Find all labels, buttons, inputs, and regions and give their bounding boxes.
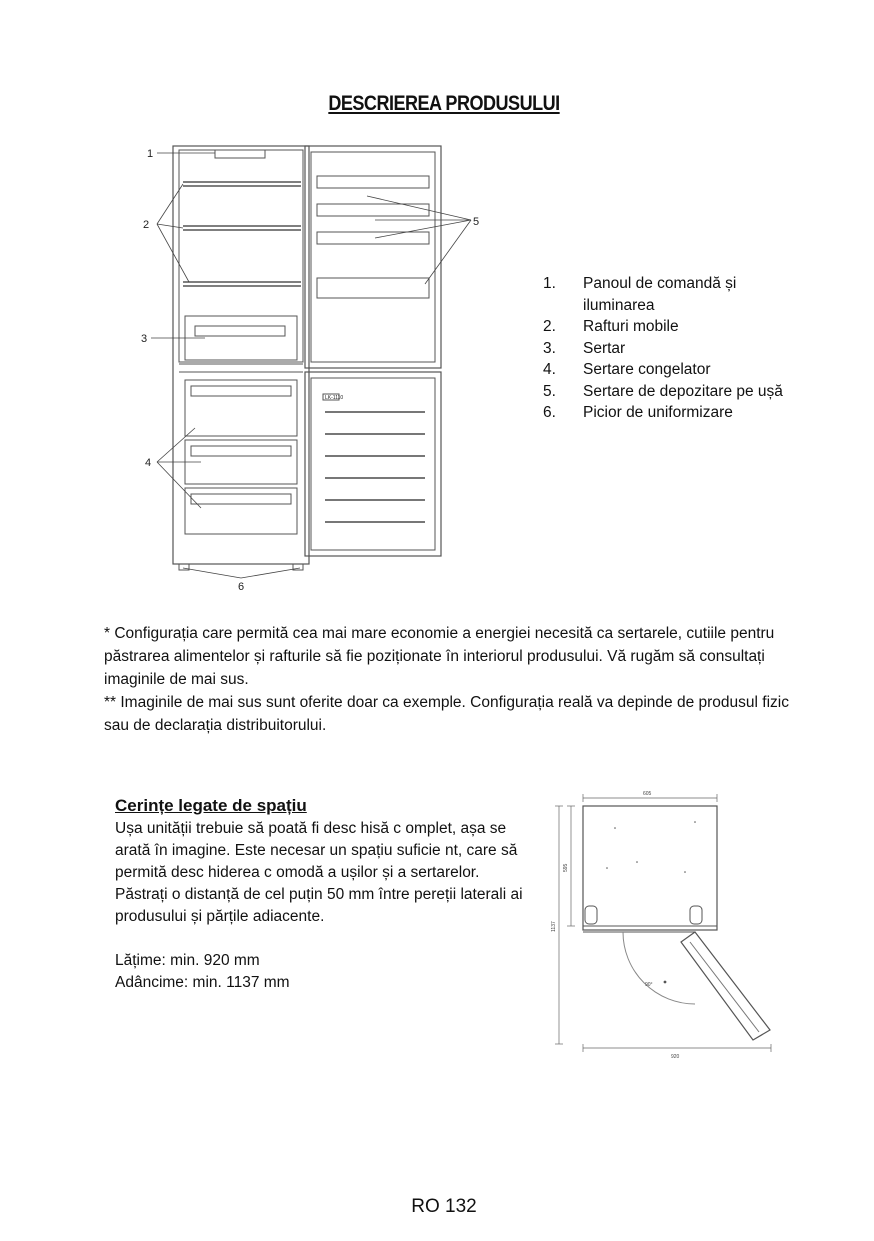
legend-list <box>543 273 783 424</box>
legend-number: 2. <box>543 318 556 335</box>
swing-arc <box>623 932 695 1004</box>
callout-2: 2 <box>143 219 150 231</box>
dimension-height: 1137 <box>551 921 557 932</box>
page-number: RO 132 <box>411 1196 477 1217</box>
space-requirements <box>115 818 525 994</box>
legend-item <box>543 338 783 360</box>
freezer-drawers <box>185 380 297 534</box>
legend-number: 1. <box>543 275 556 292</box>
callout-6: 6 <box>238 581 245 593</box>
legend-text: Picior de uniformizare <box>583 404 733 421</box>
note-energy: * Configurația care permită cea mai mare economie a energiei necesită ca sertarele, cutiile pentru păstrarea alimentelor și rafturile să fie poziționate în interiorul produsului. Vă rugăm să consultați imaginile de mai sus. <box>104 625 775 688</box>
space-description: Ușa unității trebuie să poată fi desc hisă c omplet, așa se arată în imagine. Este necesar un spațiu suficie nt, care să permită desc hiderea c omodă a ușilor și a sertarelor. Păstrați o distanță de cel puțin 50 mm între pereții laterali ai produsului și părțile adiacente. <box>115 820 523 925</box>
section-heading: Cerințe legate de spațiu <box>115 796 307 815</box>
cabinet-outline <box>173 146 309 564</box>
page-title: DESCRIEREA PRODUSULUI <box>328 92 560 115</box>
legend-number: 4. <box>543 361 556 378</box>
control-panel <box>215 150 265 158</box>
legend-item <box>543 402 783 424</box>
legend-number: 5. <box>543 382 556 400</box>
legend-item <box>543 316 783 338</box>
callout-5: 5 <box>473 216 480 228</box>
legend-text: Sertare de depozitare pe ușă <box>583 382 783 400</box>
min-width: Lățime: min. 920 mm <box>115 952 260 969</box>
fridge-door <box>305 146 441 368</box>
fridge-top-view <box>583 806 717 930</box>
legend-item <box>543 381 783 403</box>
note-images: ** Imaginile de mai sus sunt oferite doar ca exemple. Configurația reală va depinde de produsul fizic sau de declarația distribuitorului. <box>104 694 789 734</box>
door-clearance-diagram <box>545 782 780 1067</box>
legend-text: Sertar <box>583 339 626 357</box>
callout-4: 4 <box>145 457 152 469</box>
door-bins <box>317 176 429 298</box>
min-depth: Adâncime: min. 1137 mm <box>115 974 290 991</box>
door-label: LK-1110 <box>325 395 344 401</box>
dimension-bottom: 920 <box>671 1054 680 1060</box>
legend-number: 6. <box>543 404 556 421</box>
legend-text: Sertare congelator <box>583 361 711 378</box>
dimension-angle: 90° <box>645 982 653 988</box>
fridge-diagram <box>135 128 515 603</box>
dimension-top: 605 <box>643 791 652 797</box>
legend-number: 3. <box>543 339 556 357</box>
configuration-notes <box>104 622 794 737</box>
legend-text: Rafturi mobile <box>583 318 679 335</box>
legend-item <box>543 273 783 316</box>
legend-item <box>543 359 783 381</box>
callout-3: 3 <box>141 333 148 345</box>
dimension-side: 595 <box>563 863 569 872</box>
callout-1: 1 <box>147 148 154 160</box>
legend-text: Panoul de comandă și iluminarea <box>583 275 737 314</box>
shelves <box>183 182 301 286</box>
